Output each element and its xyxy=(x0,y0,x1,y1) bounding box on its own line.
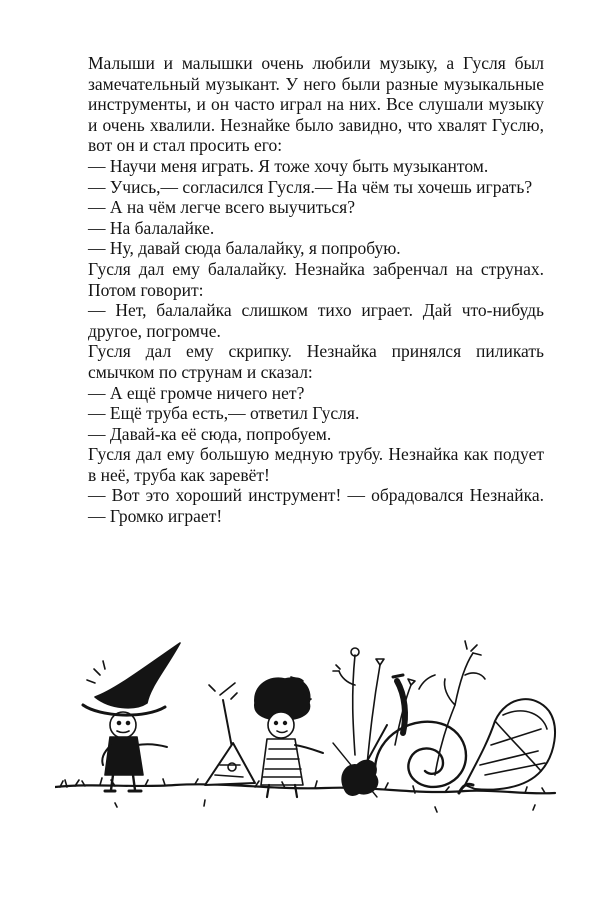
paragraph-4: — А на чём легче всего выучиться? xyxy=(88,197,355,218)
paragraph-12: — Давай-ка её сюда, попробуем. xyxy=(88,423,332,444)
paragraph-10: — А ещё громче ничего нет? xyxy=(88,382,305,403)
paragraph-13: Гусля дал ему большую медную трубу. Незнайка как подует в неё, труба как заревёт! xyxy=(88,444,544,485)
plants xyxy=(333,641,485,775)
balalaika xyxy=(205,683,255,785)
coiled-horn xyxy=(375,675,466,787)
guslya-figure xyxy=(255,677,323,797)
story-text xyxy=(88,53,544,527)
paragraph-14: — Вот это хороший инструмент! — обрадовался Незнайка.— Громко играет! xyxy=(88,485,544,527)
violin xyxy=(333,725,387,797)
paragraph-11: — Ещё труба есть,— ответил Гусля. xyxy=(88,403,360,424)
illustration-musicians xyxy=(55,625,560,840)
neznaika-figure xyxy=(83,643,180,791)
paragraph-6: — Ну, давай сюда балалайку, я попробую. xyxy=(88,238,401,259)
paragraph-7: Гусля дал ему балалайку. Незнайка забренчал на струнах. Потом говорит: xyxy=(88,258,544,300)
paragraph-5: — На балалайке. xyxy=(88,217,215,238)
paragraph-2: — Научи меня играть. Я тоже хочу быть музыкантом. xyxy=(88,155,489,176)
paragraph-1: Малыши и малышки очень любили музыку, а Гусля был замечательный музыкант. У него были разные музыкальные инструменты, и он часто играл на них. Все слушали музыку и очень хвалили. Незнайке было завидно, что хвалят Гуслю, вот он и стал просить его: xyxy=(88,53,544,156)
trumpet xyxy=(459,699,555,793)
paragraph-3: — Учись,— согласился Гусля.— На чём ты хочешь играть? xyxy=(88,176,533,197)
paragraph-9: Гусля дал ему скрипку. Незнайка принялся пиликать смычком по струнам и сказал: xyxy=(88,341,544,382)
paragraph-8: — Нет, балалайка слишком тихо играет. Дай что-нибудь другое, погромче. xyxy=(88,300,544,341)
